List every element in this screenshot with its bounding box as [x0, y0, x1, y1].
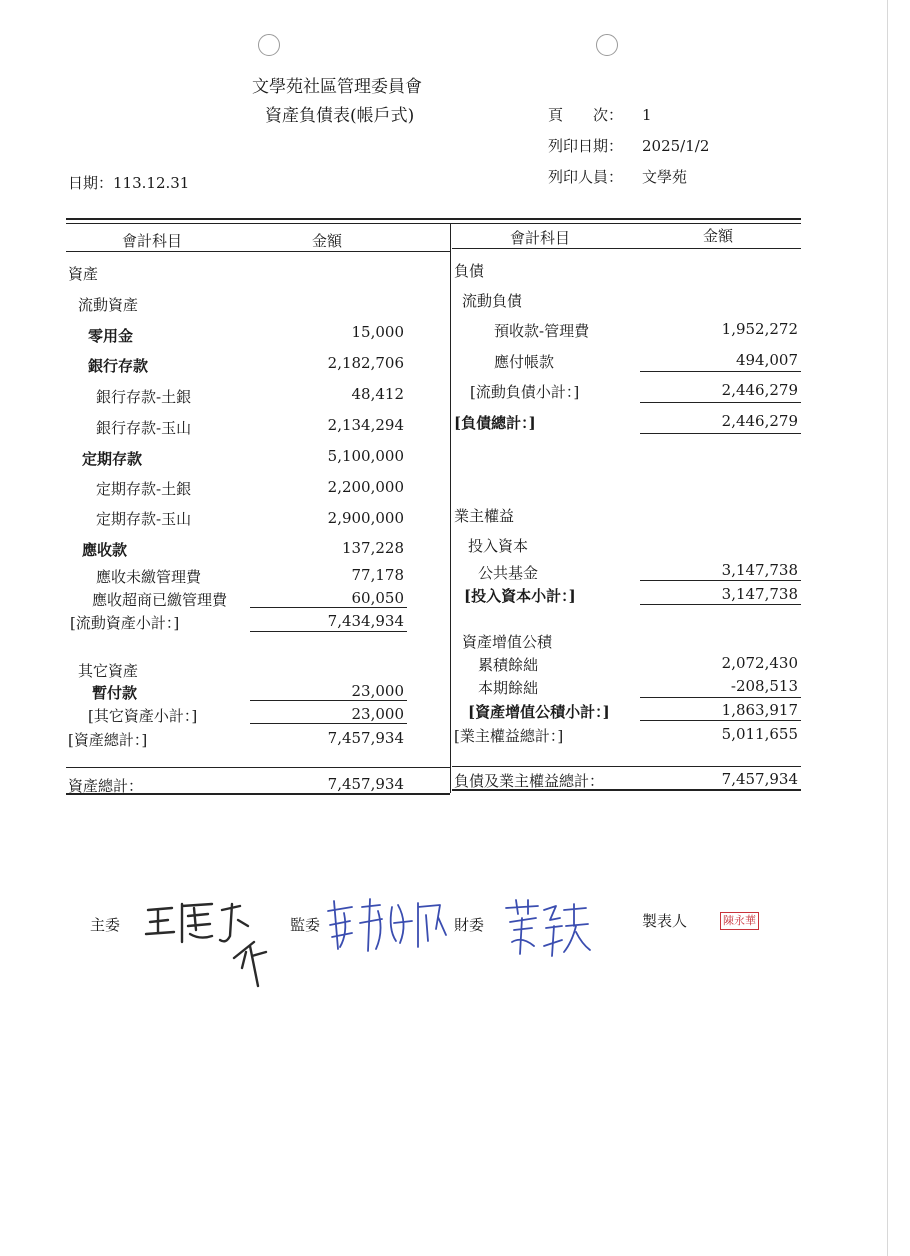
capital-subtotal-amount: 3,147,738 [721, 585, 798, 603]
current-assets-subtotal-amount: 7,434,934 [327, 612, 404, 630]
current-assets-heading: 流動資產 [78, 296, 139, 314]
other-subtotal-underline [250, 723, 407, 724]
liab-equity-total-label: 負債及業主權益總計： [454, 772, 605, 790]
org-name: 文學苑社區管理委員會 [252, 77, 422, 97]
assets-grand-total-label: 資產總計： [68, 777, 144, 795]
current-liab-subtotal-amount: 2,446,279 [721, 381, 798, 399]
bank-tb-amount: 48,412 [351, 385, 404, 403]
recv-unpaid-label: 應收未繳管理費 [96, 568, 202, 586]
punch-hole-left [258, 34, 280, 56]
printer-value: 文學苑 [642, 168, 688, 186]
grand-total-rule-right [452, 766, 801, 767]
assets-section: 資產 [68, 265, 99, 283]
chair-label: 主委 [90, 916, 121, 934]
receivable-amount: 137,228 [341, 539, 404, 557]
current-assets-subtotal-label: [流動資產小計：] [70, 614, 180, 632]
bank-ys-amount: 2,134,294 [327, 416, 404, 434]
liabilities-total-amount: 2,446,279 [721, 412, 798, 430]
equity-total-label: [業主權益總計：] [454, 727, 564, 745]
grand-total-rule-left [66, 767, 450, 768]
prepay-underline [250, 700, 407, 701]
print-date-value: 2025/1/2 [642, 137, 710, 155]
payable-amount: 494,007 [735, 351, 798, 369]
prepaid-fee-label: 預收款-管理費 [494, 322, 590, 340]
printer-label: 列印人員： [548, 168, 624, 186]
accum-surplus-label: 累積餘絀 [478, 656, 539, 674]
scan-edge [887, 0, 888, 1256]
current-liabilities-heading: 流動負債 [462, 292, 523, 310]
col-right-amount: 金額 [703, 227, 734, 245]
chair-signature [142, 896, 272, 991]
time-tb-amount: 2,200,000 [327, 478, 404, 496]
capital-subtotal-underline [640, 604, 801, 605]
col-right-account: 會計科目 [510, 229, 571, 247]
preparer-label: 製表人 [642, 912, 688, 930]
assets-total-inner-amount: 7,457,934 [327, 729, 404, 747]
column-divider [450, 223, 451, 793]
bank-deposit-label: 銀行存款 [88, 357, 149, 375]
table-top-rule-2 [66, 223, 801, 224]
period-surplus-label: 本期餘絀 [478, 679, 539, 697]
other-subtotal-amount: 23,000 [351, 705, 404, 723]
equity-total-amount: 5,011,655 [721, 725, 798, 743]
other-subtotal-label: [其它資產小計：] [88, 707, 198, 725]
col-left-account: 會計科目 [122, 232, 183, 250]
reval-subtotal-amount: 1,863,917 [721, 701, 798, 719]
period-surplus-amount: -208,513 [730, 677, 798, 695]
liabilities-section: 負債 [454, 262, 485, 280]
other-assets-heading: 其它資產 [78, 662, 139, 680]
public-fund-underline [640, 580, 801, 581]
header-underline-right [452, 248, 801, 249]
revaluation-heading: 資產增值公積 [462, 633, 553, 651]
recv-underline [250, 607, 407, 608]
supervisor-signature [322, 893, 452, 963]
petty-cash-label: 零用金 [88, 327, 134, 345]
bank-ys-label: 銀行存款-玉山 [96, 419, 192, 437]
prepay-label: 暫付款 [92, 684, 138, 702]
page-label: 頁 次： [548, 106, 624, 124]
prepay-amount: 23,000 [351, 682, 404, 700]
report-date: 日期：113.12.31 [68, 174, 190, 192]
table-top-rule [66, 218, 801, 220]
print-date-label: 列印日期： [548, 137, 624, 155]
grand-total-bottom-left [66, 793, 450, 795]
time-ys-amount: 2,900,000 [327, 509, 404, 527]
recv-store-amount: 60,050 [351, 589, 404, 607]
accum-surplus-amount: 2,072,430 [721, 654, 798, 672]
receivable-label: 應收款 [82, 541, 128, 559]
capital-heading: 投入資本 [468, 537, 529, 555]
current-liab-subtotal-underline [640, 402, 801, 403]
current-subtotal-underline [250, 631, 407, 632]
header-underline-left [66, 251, 450, 252]
page-value: 1 [642, 106, 652, 124]
payable-label: 應付帳款 [494, 353, 555, 371]
capital-subtotal-label: [投入資本小計：] [464, 587, 576, 605]
equity-section: 業主權益 [454, 507, 515, 525]
finance-label: 財委 [454, 916, 485, 934]
time-deposit-label: 定期存款 [82, 450, 143, 468]
finance-signature [502, 896, 592, 966]
time-deposit-amount: 5,100,000 [327, 447, 404, 465]
payable-underline [640, 371, 801, 372]
recv-unpaid-amount: 77,178 [351, 566, 404, 584]
supervisor-label: 監委 [290, 916, 321, 934]
reval-subtotal-underline [640, 720, 801, 721]
public-fund-label: 公共基金 [478, 564, 539, 582]
prepaid-fee-amount: 1,952,272 [721, 320, 798, 338]
petty-cash-amount: 15,000 [351, 323, 404, 341]
bank-deposit-amount: 2,182,706 [327, 354, 404, 372]
recv-store-label: 應收超商已繳管理費 [92, 591, 228, 609]
preparer-stamp: 陳永華 [720, 912, 759, 930]
assets-total-inner-label: [資產總計：] [68, 731, 148, 749]
assets-grand-total-amount: 7,457,934 [327, 775, 404, 793]
time-tb-label: 定期存款-土銀 [96, 480, 192, 498]
time-ys-label: 定期存款-玉山 [96, 510, 192, 528]
punch-hole-right [596, 34, 618, 56]
grand-total-bottom-right [452, 789, 801, 791]
current-liab-subtotal-label: [流動負債小計：] [470, 383, 580, 401]
reval-subtotal-label: [資產增值公積小計：] [468, 703, 610, 721]
public-fund-amount: 3,147,738 [721, 561, 798, 579]
col-left-amount: 金額 [312, 232, 343, 250]
period-surplus-underline [640, 697, 801, 698]
report-title: 資產負債表(帳戶式) [265, 106, 415, 126]
bank-tb-label: 銀行存款-土銀 [96, 388, 192, 406]
liabilities-total-underline [640, 433, 801, 434]
liabilities-total-label: [負債總計：] [454, 414, 536, 432]
liab-equity-total-amount: 7,457,934 [721, 770, 798, 788]
